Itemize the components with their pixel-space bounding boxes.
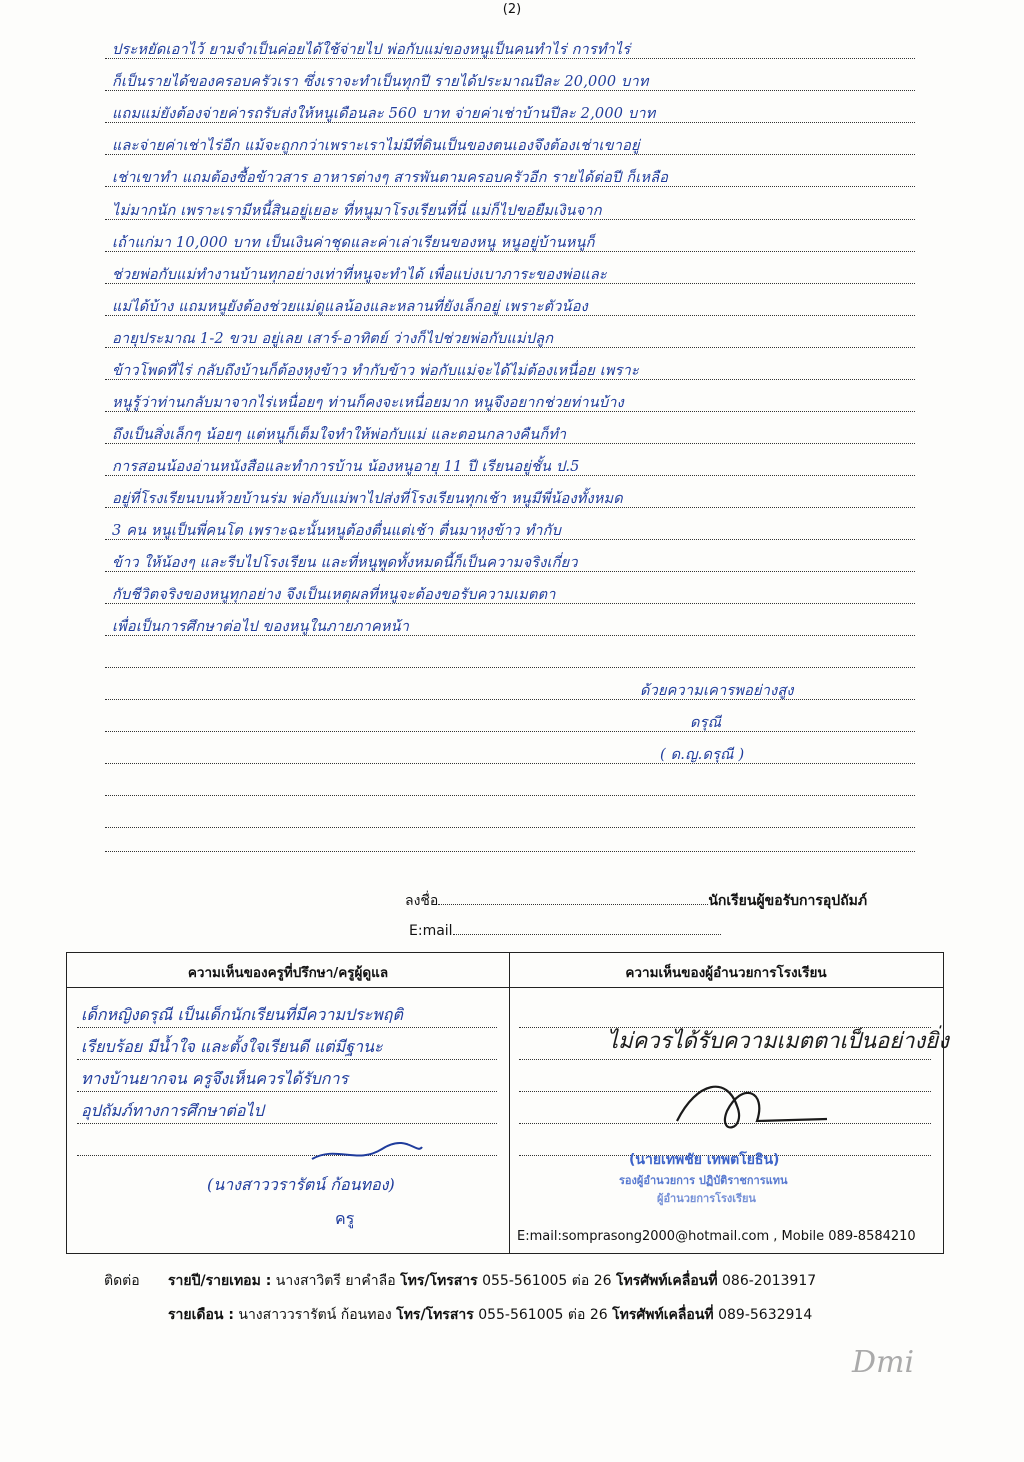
letter-line: ถึงเป็นสิ่งเล็กๆ น้อยๆ แต่หนูก็เต็มใจทำให้พ่อกับแม่ และตอนกลางคืนก็ทำ [112,427,567,443]
letter-line: กับชีวิตจริงของหนูทุกอย่าง จึงเป็นเหตุผลที่หนูจะต้องขอรับความเมตตา [112,587,556,603]
letter-line: อยู่ที่โรงเรียนบนห้วยบ้านร่ม พ่อกับแม่พาไปส่งที่โรงเรียนทุกเช้า หนูมีพี่น้องทั้งหมด [112,491,623,507]
director-contact: E:mail:somprasong2000@hotmail.com , Mobile 089-8584210 [517,1229,916,1244]
contact-mobile-1: 086-2013917 [722,1273,817,1289]
director-stamp-name: (นายเทพชัย เทพตโยธิน) [629,1152,780,1168]
letter-line: ก็เป็นรายได้ของครอบครัวเรา ซึ่งเราจะทำเป็นทุกปี รายได้ประมาณปีละ 20,000 บาท [112,74,649,90]
contact-mobile-2: 089-5632914 [718,1307,813,1323]
contact-phone-label-1: โทร/โทรสาร [400,1273,478,1289]
letter-line: การสอนน้องอ่านหนังสือและทำการบ้าน น้องหนูอายุ 11 ปี เรียนอยู่ชั้น ป.5 [112,459,580,475]
director-signature-icon [657,1071,837,1141]
letter-line: ไม่มากนัก เพราะเรามีหนี้สินอยู่เยอะ ที่หนูมาโรงเรียนที่นี่ แม่ก็ไปขอยืมเงินจาก [112,203,602,219]
student-email-row [409,922,721,939]
teacher-role: ครู [335,1209,355,1228]
contact-phone-2: 055-561005 ต่อ 26 [478,1307,608,1323]
letter-line: ข้าว ให้น้องๆ และรีบไปโรงเรียน และที่หนูพูดทั้งหมดนี้ก็เป็นความจริงเกี่ยว [112,555,578,571]
teacher-name: (นางสาววรารัตน์ ก้อนทอง) [207,1175,395,1194]
director-stamp-role2: ผู้อำนวยการโรงเรียน [657,1192,756,1205]
contact-mobile-label-2: โทรศัพท์เคลื่อนที่ [612,1307,714,1323]
contact-name-1: นางสาวิตรี ยาคำลือ [275,1273,396,1289]
letter-line: และจ่ายค่าเช่าไร่อีก แม้จะถูกกว่าเพราะเราไม่มีที่ดินเป็นของตนเองจึงต้องเช่าเขาอยู่ [112,138,640,154]
letter-line: แถมแม่ยังต้องจ่ายค่ารถรับส่งให้หนูเดือนละ 560 บาท จ่ายค่าเช่าบ้านปีละ 2,000 บาท [112,106,656,122]
contact-type-2: รายเดือน : [168,1307,234,1323]
letter-line: ช่วยพ่อกับแม่ทำงานบ้านทุกอย่างเท่าที่หนูจะทำได้ เพื่อแบ่งเบาภาระของพ่อและ [112,267,607,283]
contact-phone-label-2: โทร/โทรสาร [396,1307,474,1323]
teacher-comment-line: เด็กหญิงดรุณี เป็นเด็กนักเรียนที่มีความประพฤติ [81,1005,403,1024]
contact-type-1: รายปี/รายเทอม : [168,1273,272,1289]
contact-mobile-label-1: โทรศัพท์เคลื่อนที่ [616,1273,718,1289]
contact-name-2: นางสาววรารัตน์ ก้อนทอง [238,1307,392,1323]
contact-line-2 [168,1304,812,1326]
closing-name: ( ด.ญ.ดรุณี ) [660,747,745,763]
letter-line: ประหยัดเอาไว้ ยามจำเป็นค่อยได้ใช้จ่ายไป พ่อกับแม่ของหนูเป็นคนทำไร่ การทำไร่ [112,42,631,58]
closing-respect: ด้วยความเคารพอย่างสูง [640,683,794,699]
director-comment-header: ความเห็นของผู้อำนวยการโรงเรียน [625,965,827,981]
letter-line: เพื่อเป็นการศึกษาต่อไป ของหนูในภายภาคหน้า [112,619,410,635]
contact-phone-1: 055-561005 ต่อ 26 [482,1273,612,1289]
letter-line: เถ้าแก่มา 10,000 บาท เป็นเงินค่าชุดและค่าเล่าเรียนของหนู หนูอยู่บ้านหนูก็ [112,235,595,251]
sign-label: ลงชื่อ [405,893,439,909]
student-sign-row [405,890,867,912]
director-stamp-role: รองผู้อำนวยการ ปฏิบัติราชการแทน [619,1174,788,1187]
contact-line-1 [168,1270,816,1292]
page-number: (2) [502,2,522,17]
letter-line: แม่ได้บ้าง แถมหนูยังต้องช่วยแม่ดูแลน้องและหลานที่ยังเล็กอยู่ เพราะตัวน้อง [112,299,588,315]
letter-line: ข้าวโพดที่ไร่ กลับถึงบ้านก็ต้องหุงข้าว ทำกับข้าว พ่อกับแม่จะได้ไม่ต้องเหนื่อย เพราะ [112,363,639,379]
teacher-signature-icon [307,1135,427,1169]
student-role: นักเรียนผู้ขอรับการอุปถัมภ์ [708,893,868,909]
contact-label: ติดต่อ [104,1273,140,1289]
teacher-comment-line: ทางบ้านยากจน ครูจึงเห็นควรได้รับการ [81,1069,349,1088]
closing-signature: ดรุณี [690,715,722,731]
letter-line: 3 คน หนูเป็นพี่คนโต เพราะฉะนั้นหนูต้องตื่นแต่เช้า ตื่นมาหุงข้าว ทำกับ [112,523,561,539]
letter-line: หนูรู้ว่าท่านกลับมาจากไร่เหนื่อยๆ ท่านก็คงจะเหนื่อยมาก หนูจึงอยากช่วยท่านบ้าง [112,395,624,411]
teacher-comment-line: อุปถัมภ์ทางการศึกษาต่อไป [81,1101,264,1120]
letter-line: เช่าเขาทำ แถมต้องซื้อข้าวสาร อาหารต่างๆ สารพันตามครอบครัวอีก รายได้ต่อปี ก็เหลือ [112,170,669,186]
teacher-comment-line: เรียบร้อย มีน้ำใจ และตั้งใจเรียนดี แต่มีฐานะ [81,1037,383,1056]
comments-table [66,952,949,1254]
teacher-comment-header: ความเห็นของครูที่ปรึกษา/ครูผู้ดูแล [187,965,389,981]
letter-line: อายุประมาณ 1-2 ขวบ อยู่เลย เสาร์-อาทิตย์ ว่างก็ไปช่วยพ่อกับแม่ปลูก [112,331,554,347]
director-comment: ไม่ควรได้รับความเมตตาเป็นอย่างยิ่ง [607,1029,949,1054]
email-label: E:mail [409,923,453,939]
corner-initials-mark: Dmi [852,1345,915,1380]
